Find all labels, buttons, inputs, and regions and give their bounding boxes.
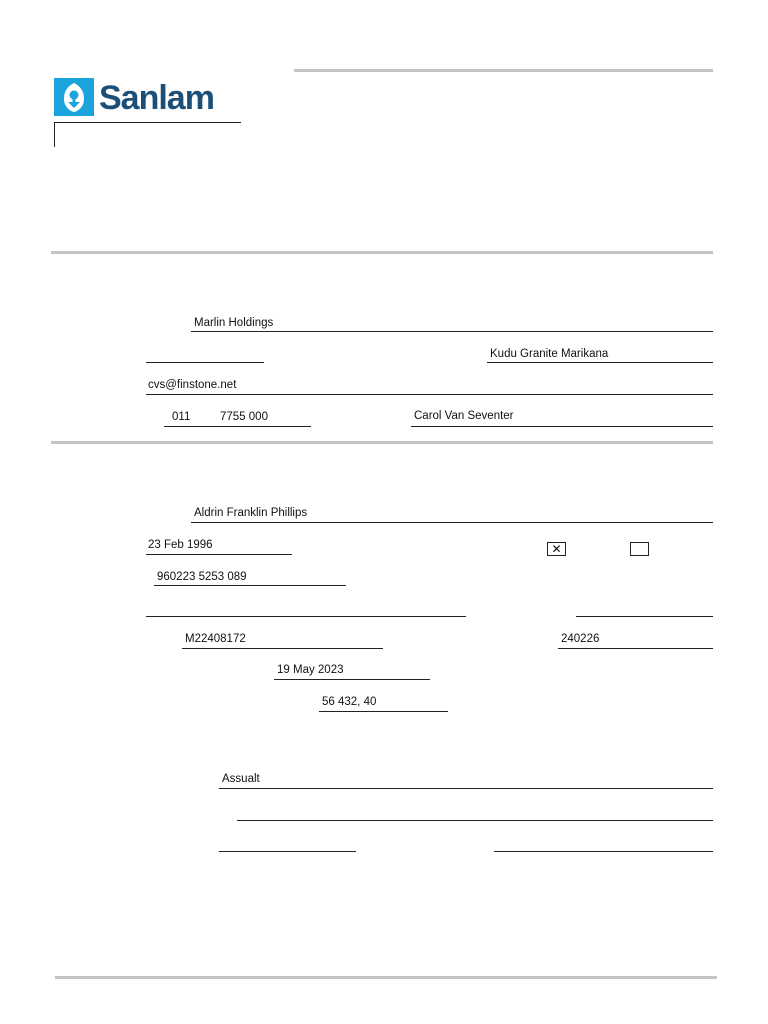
sanlam-shield-icon bbox=[54, 78, 94, 116]
company-name-value: Marlin Holdings bbox=[194, 317, 274, 329]
amount-field[interactable] bbox=[319, 711, 448, 712]
checkbox-option-2[interactable] bbox=[630, 542, 649, 556]
reference-field[interactable] bbox=[182, 648, 383, 649]
incident-date-value: 19 May 2023 bbox=[277, 664, 344, 676]
amount-value: 56 432, 40 bbox=[322, 696, 377, 708]
phone-field[interactable] bbox=[164, 426, 311, 427]
id-number-field[interactable] bbox=[154, 585, 346, 586]
phone-code-value: 011 bbox=[172, 411, 191, 423]
footer-rule bbox=[55, 976, 717, 979]
brand-name: Sanlam bbox=[99, 79, 214, 117]
header-rule bbox=[294, 69, 713, 72]
section-rule-middle bbox=[51, 441, 713, 444]
section-rule-top bbox=[51, 251, 713, 254]
company-name-field[interactable] bbox=[191, 331, 713, 332]
email-field[interactable] bbox=[146, 394, 713, 395]
claimant-field-blank-1[interactable] bbox=[146, 616, 466, 617]
nature-of-incident-value: Assualt bbox=[222, 773, 260, 785]
phone-number-value: 7755 000 bbox=[220, 411, 268, 423]
nature-of-incident-field[interactable] bbox=[219, 788, 713, 789]
logo-underline bbox=[54, 122, 241, 123]
site-value: Kudu Granite Marikana bbox=[490, 348, 609, 360]
date-of-birth-value: 23 Feb 1996 bbox=[148, 539, 213, 551]
site-field[interactable] bbox=[487, 362, 713, 363]
code-value: 240226 bbox=[561, 633, 600, 645]
email-value: cvs@finstone.net bbox=[148, 379, 237, 391]
checkbox-option-1[interactable] bbox=[547, 542, 566, 556]
logo-bracket bbox=[54, 122, 55, 147]
signature-field-2[interactable] bbox=[494, 851, 713, 852]
claimant-name-value: Aldrin Franklin Phillips bbox=[194, 507, 308, 519]
id-number-value: 960223 5253 089 bbox=[157, 571, 247, 583]
code-field[interactable] bbox=[558, 648, 713, 649]
reference-value: M22408172 bbox=[185, 633, 246, 645]
date-of-birth-field[interactable] bbox=[146, 554, 292, 555]
contact-person-value: Carol Van Seventer bbox=[414, 410, 514, 422]
claimant-name-field[interactable] bbox=[191, 522, 713, 523]
details-field[interactable] bbox=[237, 820, 713, 821]
incident-date-field[interactable] bbox=[274, 679, 430, 680]
claimant-field-blank-2[interactable] bbox=[576, 616, 713, 617]
company-field-blank[interactable] bbox=[146, 362, 264, 363]
contact-person-field[interactable] bbox=[411, 426, 713, 427]
signature-field-1[interactable] bbox=[219, 851, 356, 852]
checkbox-mark: ✕ bbox=[551, 542, 562, 556]
